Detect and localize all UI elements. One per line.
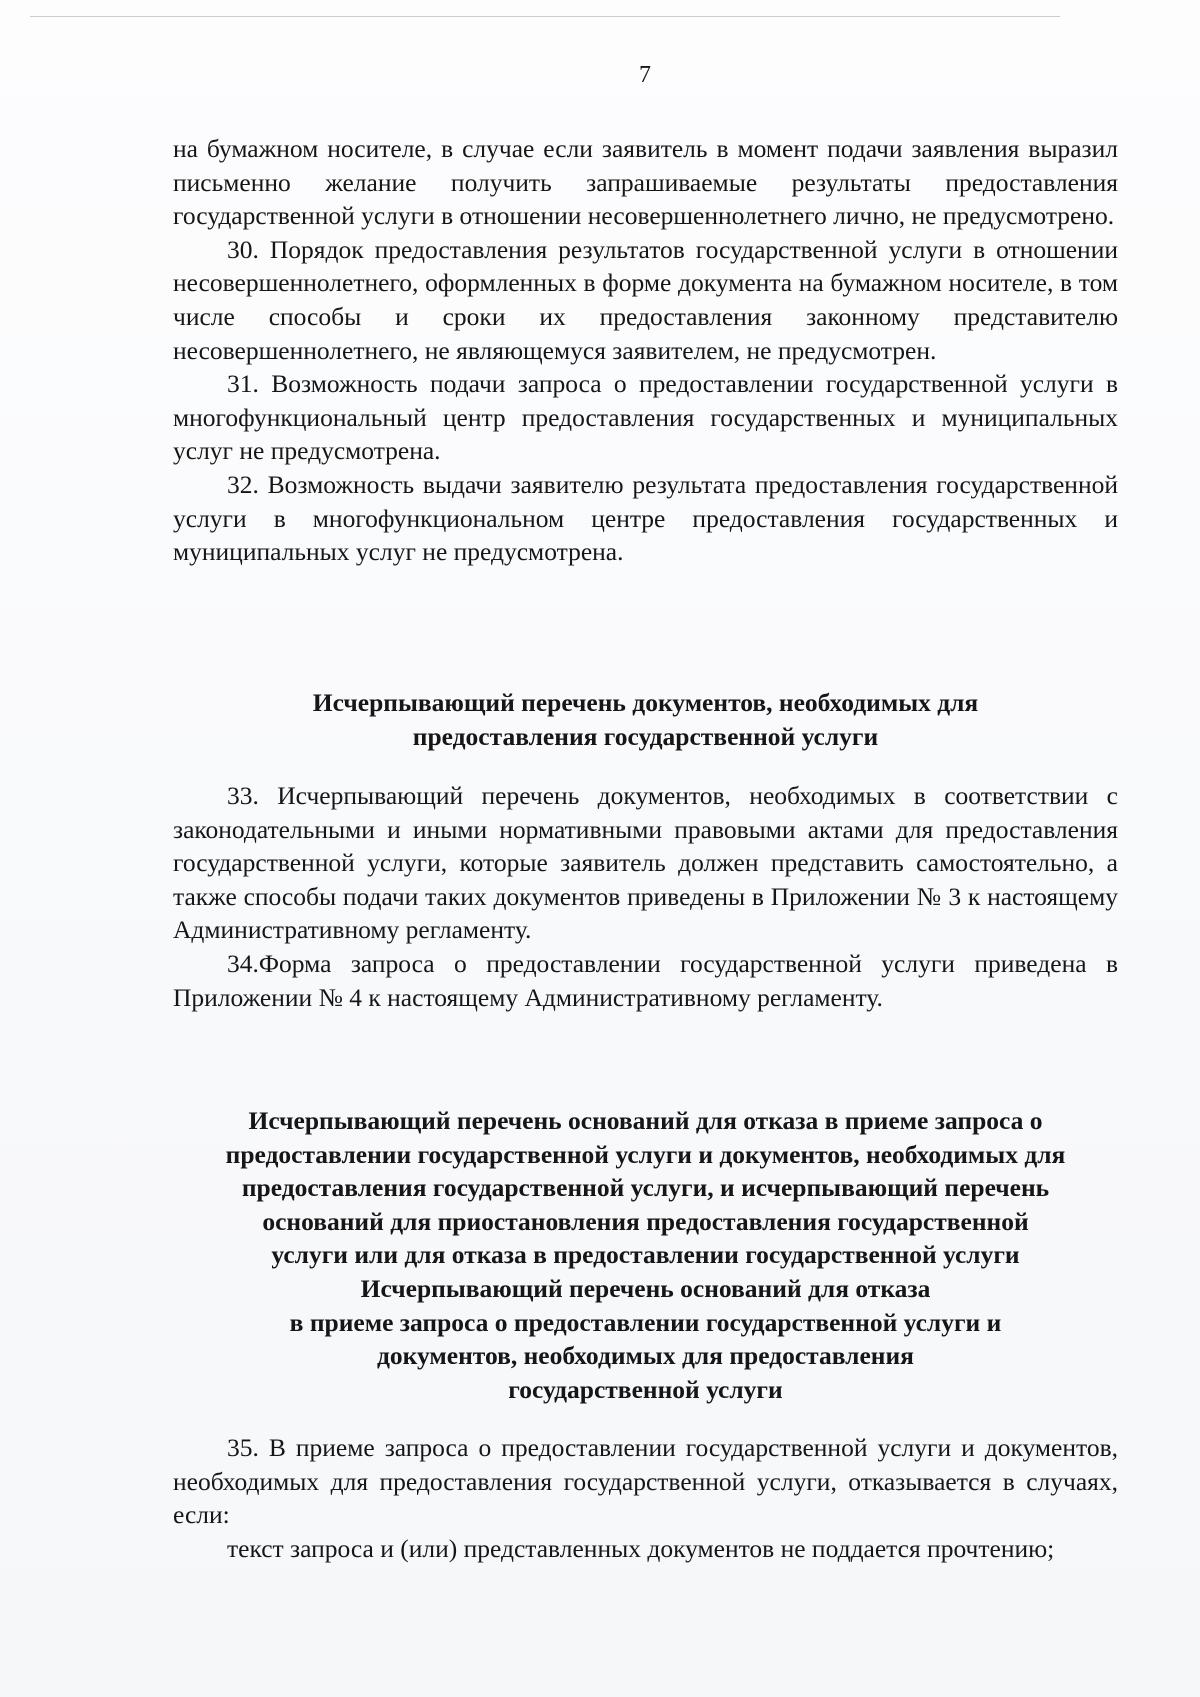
- paragraph-31: 31. Возможность подачи запроса о предоставлении государственной услуги в многофункциональный центр предоставления государственных и муниципальных услуг не предусмотрена.: [173, 369, 1118, 466]
- heading-line: Исчерпывающий перечень оснований для отказа в приеме запроса о: [248, 1106, 1043, 1135]
- paragraph-30: 30. Порядок предоставления результатов государственной услуги в отношении несовершеннолетнего, оформленных в форме документа на бумажном носителе, в том числе способы и сроки их предоставления законному представителю несовершеннолетнего, не являющемуся заявителем, не предусмотрен.: [173, 234, 1118, 365]
- heading-line: услуги или для отказа в предоставлении государственной услуги: [271, 1240, 1020, 1270]
- paragraph-34: 34.Форма запроса о предоставлении государственной услуги приведена в Приложении № 4 к настоящему Административному регламенту.: [173, 948, 1118, 1012]
- paragraphs-29-32: [173, 132, 1118, 569]
- heading-refusal-grounds: [173, 1104, 1118, 1406]
- heading-line: оснований для приостановления предоставления государственной: [262, 1206, 1029, 1236]
- page-number: 7: [639, 62, 651, 88]
- heading-line: государственной услуги: [508, 1374, 783, 1404]
- heading-line: документов, необходимых для предоставления: [377, 1341, 914, 1371]
- paragraph-29-continued: на бумажном носителе, в случае если заявитель в момент подачи заявления выразил письменно желание получить запрашиваемые результаты предоставления государственной услуги в отношении несовершеннолетнего лично, не предусмотрено.: [173, 134, 1118, 231]
- paragraph-33: 33. Исчерпывающий перечень документов, необходимых в соответствии с законодательными и иными нормативными правовыми актами для предоставления государственной услуги, которые заявитель должен представить самостоятельно, а также способы подачи таких документов приведены в Приложении № 3 к настоящему Административному регламенту.: [173, 781, 1118, 945]
- heading-line: предоставления государственной услуги, и исчерпывающий перечень: [241, 1173, 1050, 1203]
- heading-line: в приеме запроса о предоставлении государственной услуги и: [289, 1307, 1002, 1337]
- paragraph-32: 32. Возможность выдачи заявителю результата предоставления государственной услуги в многофункциональном центре предоставления государственных и муниципальных услуг не предусмотрена.: [173, 469, 1118, 567]
- heading-line: предоставления государственной услуги: [412, 721, 879, 751]
- heading-line: предоставлении государственной услуги и документов, необходимых для: [225, 1139, 1066, 1169]
- paragraph-35-item-1: текст запроса и (или) представленных документов не поддается прочтению;: [227, 1533, 1055, 1563]
- heading-line: Исчерпывающий перечень оснований для отказа: [360, 1273, 931, 1303]
- paragraphs-33-34: [173, 779, 1118, 1014]
- page-edge: [30, 16, 1060, 17]
- heading-documents-list: [173, 686, 1118, 753]
- paragraph-35-intro: 35. В приеме запроса о предоставлении государственной услуги и документов, необходимых для предоставления государственной услуги, отказывается в случаях, если:: [173, 1433, 1118, 1530]
- paragraph-35: [173, 1431, 1118, 1565]
- heading-line: Исчерпывающий перечень документов, необходимых для: [312, 688, 979, 717]
